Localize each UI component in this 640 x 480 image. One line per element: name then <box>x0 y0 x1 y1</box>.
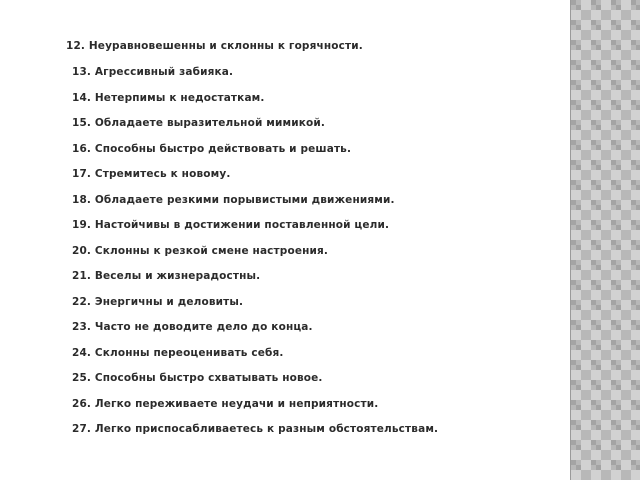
decorative-side-pattern <box>570 0 640 480</box>
list-item: 25. Способны быстро схватывать новое. <box>72 372 323 384</box>
list-item: 19. Настойчивы в достижении поставленной цели. <box>72 219 390 231</box>
list-item: 13. Агрессивный забияка. <box>72 66 234 78</box>
list-item: 12. Неуравновешенны и склонны к горячности. <box>66 40 363 52</box>
list-item: 23. Часто не доводите дело до конца. <box>72 321 313 333</box>
list-item: 18. Обладаете резкими порывистыми движениями. <box>72 194 395 206</box>
list-item: 22. Энергичны и деловиты. <box>72 296 244 308</box>
list-item: 27. Легко приспосабливаетесь к разным обстоятельствам. <box>72 423 439 435</box>
list-item: 17. Стремитесь к новому. <box>72 168 231 180</box>
list-item: 21. Веселы и жизнерадостны. <box>72 270 261 282</box>
list-item: 16. Способны быстро действовать и решать. <box>72 143 352 155</box>
list-item: 26. Легко переживаете неудачи и неприятности. <box>72 398 379 410</box>
list-item: 24. Склонны переоценивать себя. <box>72 347 284 359</box>
list-item: 15. Обладаете выразительной мимикой. <box>72 117 326 129</box>
list-item: 14. Нетерпимы к недостаткам. <box>72 92 265 104</box>
list-item: 20. Склонны к резкой смене настроения. <box>72 245 329 257</box>
